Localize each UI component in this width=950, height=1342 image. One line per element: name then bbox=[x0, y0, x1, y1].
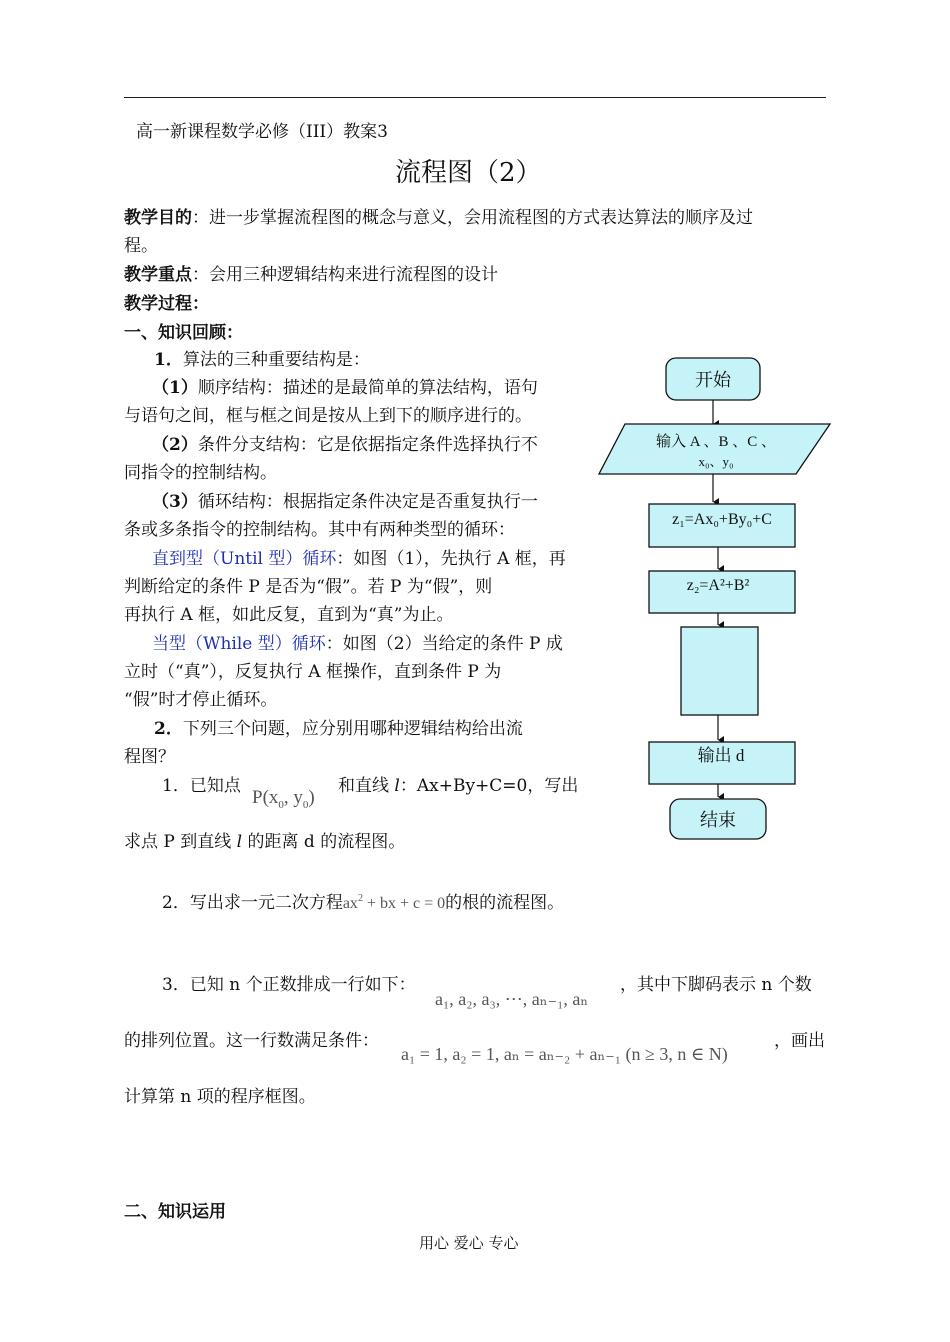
seq-text1: 顺序结构：描述的是最简单的算法结构，语句 bbox=[197, 378, 538, 398]
item1 bbox=[154, 346, 370, 374]
while-label: 当型（While 型）循环 bbox=[152, 634, 326, 654]
objective-line1 bbox=[124, 204, 753, 232]
problem3-line2: 的排列位置。这一行数满足条件： bbox=[124, 1031, 379, 1051]
branch-label: （2） bbox=[152, 435, 198, 455]
item2-line2: 程图？ bbox=[124, 747, 175, 767]
key-point-text: ：会用三种逻辑结构来进行流程图的设计 bbox=[192, 265, 498, 285]
problem3-pre: 3．已知 n 个正数排成一行如下： bbox=[162, 975, 416, 995]
problem1-line2: 求点 P 到直线 l 的距离 d 的流程图。 bbox=[124, 832, 406, 852]
header-rule bbox=[124, 97, 826, 98]
key-point-label: 教学重点 bbox=[124, 265, 192, 285]
flowchart-start-label: 开始 bbox=[695, 370, 731, 390]
until-line2: 判断给定的条件 P 是否为“假”。若 P 为“假”，则 bbox=[124, 577, 493, 597]
loop-label: （3） bbox=[152, 492, 198, 512]
loop-line2: 条或多条指令的控制结构。其中有两种类型的循环： bbox=[124, 520, 515, 540]
recurrence-formula: a₁ = 1, a₂ = 1, aₙ = aₙ₋₂ + aₙ₋₁ (n ≥ 3, n ∈ N) bbox=[401, 1044, 728, 1064]
key-point bbox=[124, 261, 498, 289]
until-line3: 再执行 A 框，如此反复，直到为“真”为止。 bbox=[124, 605, 454, 625]
until-text1: ：如图（1），先执行 A 框，再 bbox=[336, 549, 566, 569]
flowchart-z2-label: z₂=A²+B² bbox=[686, 577, 750, 594]
item2-text1: 下列三个问题，应分别用哪种逻辑结构给出流 bbox=[182, 719, 523, 739]
flowchart-input-label1: 输入 A 、B 、C 、 bbox=[655, 434, 777, 450]
objective-label: 教学目的 bbox=[124, 208, 192, 228]
problem1-pre: 1．已知点 bbox=[162, 776, 241, 796]
problem3-line3: 计算第 n 项的程序框图。 bbox=[124, 1087, 316, 1107]
objective-line2: 程。 bbox=[124, 236, 158, 256]
footer-motto: 用心 爱心 专心 bbox=[419, 1234, 519, 1252]
seq-line1 bbox=[152, 374, 538, 402]
flowchart bbox=[590, 350, 840, 850]
until-line1 bbox=[152, 545, 566, 573]
quadratic-formula: $ax^2$ + bx + c = 0 bbox=[342, 893, 446, 912]
flowchart-z1-label: z₁=Ax₀+By₀+C bbox=[672, 511, 772, 528]
problem1-line1: 和直线 l：Ax+By+C=0，写出 bbox=[338, 776, 579, 796]
problem2-line: 2．写出求一元二次方程$ax^2$ + bx + c = 0的根的流程图。 bbox=[162, 893, 565, 913]
while-text1: ：如图（2）当给定的条件 P 成 bbox=[325, 634, 563, 654]
item2-num: 2． bbox=[154, 719, 183, 739]
process-label: 教学过程： bbox=[124, 294, 209, 314]
seq-line2: 与语句之间，框与框之间是按从上到下的顺序进行的。 bbox=[124, 406, 532, 426]
objective-text: ：进一步掌握流程图的概念与意义，会用流程图的方式表达算法的顺序及过 bbox=[192, 208, 753, 228]
sequence-formula: a₁, a₂, a₃, ⋯, aₙ₋₁, aₙ bbox=[435, 989, 589, 1009]
while-line2: 立时（“真”），反复执行 A 框操作，直到条件 P 为 bbox=[124, 662, 502, 682]
flowchart-output-label: 输出 d bbox=[697, 746, 745, 765]
branch-text1: 条件分支结构：它是依据指定条件选择执行不 bbox=[197, 435, 538, 455]
flowchart-input-label2: x₀、y₀ bbox=[698, 454, 734, 469]
problem3-post: ，其中下脚码表示 n 个数 bbox=[620, 975, 812, 995]
item1-text: 算法的三种重要结构是： bbox=[182, 350, 370, 370]
seq-label: （1） bbox=[152, 378, 198, 398]
page-title: 流程图（2） bbox=[395, 158, 542, 188]
flowchart-end-label: 结束 bbox=[700, 810, 736, 830]
item1-num: 1． bbox=[154, 350, 183, 370]
branch-line1 bbox=[152, 431, 538, 459]
until-label: 直到型（Until 型）循环 bbox=[152, 549, 337, 569]
branch-line2: 同指令的控制结构。 bbox=[124, 463, 277, 483]
section2-heading: 二、知识运用 bbox=[124, 1202, 226, 1222]
while-line3: “假”时才停止循环。 bbox=[124, 690, 278, 710]
loop-line1 bbox=[152, 488, 538, 516]
point-p-formula: $P(x_0$, $y_0$) bbox=[252, 787, 315, 811]
flowchart-blank-process-node bbox=[681, 627, 758, 715]
course-line: 高一新课程数学必修（III）教案3 bbox=[136, 122, 388, 142]
while-line1 bbox=[152, 630, 563, 658]
problem3-cond-post: ，画出 bbox=[774, 1031, 825, 1051]
loop-text1: 循环结构：根据指定条件决定是否重复执行一 bbox=[197, 492, 538, 512]
item2-line1 bbox=[154, 715, 523, 743]
section1-heading: 一、知识回顾： bbox=[124, 323, 243, 343]
